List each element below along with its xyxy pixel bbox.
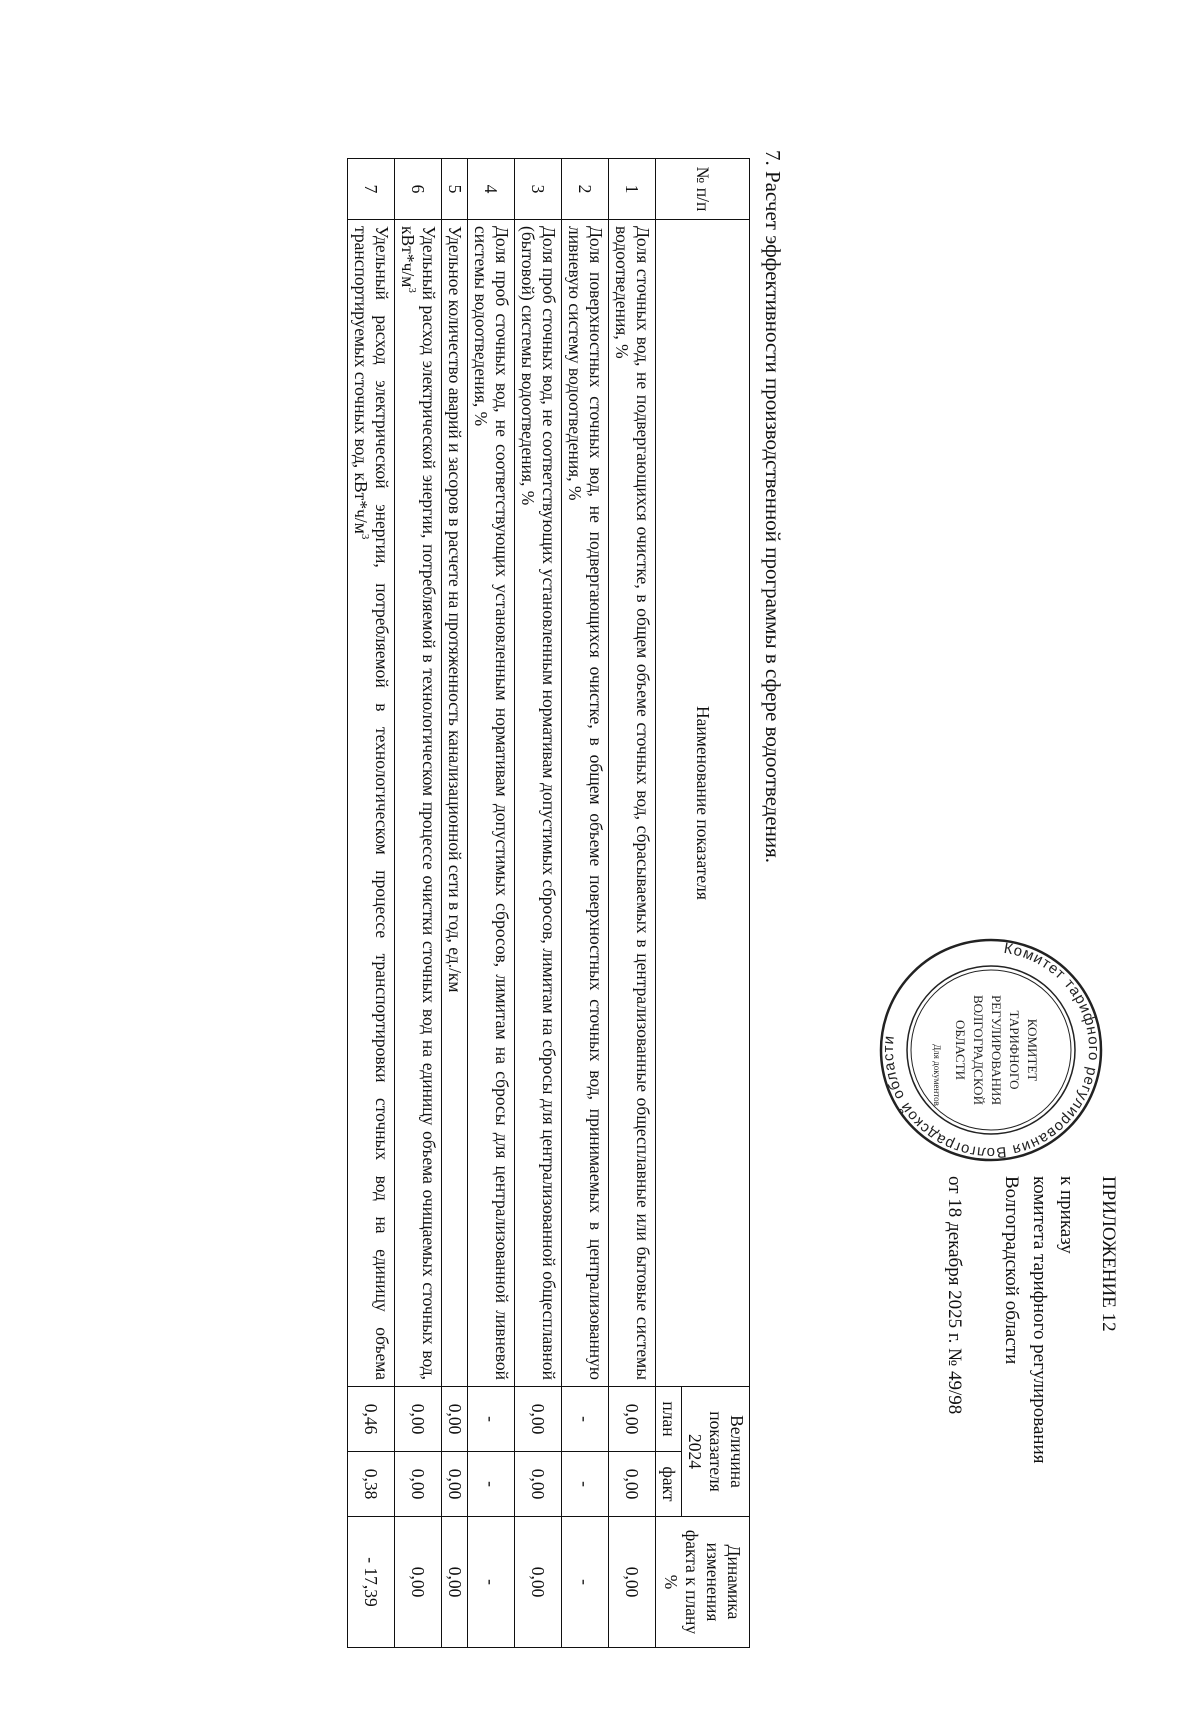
table-header-row [682,159,750,1648]
dynamics-value: - 17,39 [348,1517,395,1648]
dynamics-value: 0,00 [515,1517,562,1648]
table-row [348,159,395,1648]
header-name: Наименование показателя [656,220,750,1387]
dynamics-value: 0,00 [442,1517,468,1648]
unit-superscript: 3 [358,533,371,540]
table-row [515,159,562,1648]
plan-value: - [562,1387,609,1452]
row-number: 6 [395,159,442,220]
indicator-name: Удельное количество аварий и засоров в расчете на протяженность канализационной сети в год, ед./км [442,220,468,1387]
order-line-3: Волгоградской области [1001,1176,1023,1365]
indicator-name [395,220,442,1387]
plan-value: 0,00 [609,1387,656,1452]
indicator-name-text: Удельный расход электрической энергии, потребляемой в технологическом процессе транспортировки сточных вод на единицу объема транспортируемых сточных вод, кВт*ч/м [351,226,392,1380]
official-stamp-seal [876,935,1106,1165]
section-title: 7. Расчет эффективности производственной программы в сфере водоотведения. [761,150,785,864]
fact-value: - [468,1452,515,1517]
row-number: 5 [442,159,468,220]
order-line-2: комитета тарифного регулирования [1028,1176,1050,1464]
dynamics-value: 0,00 [609,1517,656,1648]
stamp-center-line1: КОМИТЕТ [1025,1018,1040,1082]
fact-value: 0,00 [442,1452,468,1517]
row-number: 1 [609,159,656,220]
header-value-group: Величина показателя 2024 [682,1387,750,1517]
fact-value: 0,00 [395,1452,442,1517]
table-row [468,159,515,1648]
dynamics-value: - [468,1517,515,1648]
row-number: 7 [348,159,395,220]
fact-value: 0,00 [609,1452,656,1517]
fact-value: - [562,1452,609,1517]
table-row [562,159,609,1648]
header-num: № п/п [656,159,750,220]
indicator-name: Доля проб сточных вод, не соответствующих установленным нормативам допустимых сбросов, лимитам на сбросы для централизованной ливневой системы водоотведения, % [468,220,515,1387]
row-number: 3 [515,159,562,220]
plan-value: 0,00 [515,1387,562,1452]
stamp-center-line2: ТАРИФНОГО [1007,1010,1022,1090]
plan-value: 0,46 [348,1387,395,1452]
document-header [940,1176,1122,1596]
header-plan: план [656,1387,682,1452]
plan-value: 0,00 [395,1387,442,1452]
plan-value: 0,00 [442,1387,468,1452]
stamp-ring-text: Комитет тарифного регулирования Волгоградской области [879,939,1103,1162]
stamp-center-line5: ОБЛАСТИ [953,1019,968,1081]
dynamics-value: - [562,1517,609,1648]
row-number: 4 [468,159,515,220]
header-dynamics: Динамика изменения факта к плану % [656,1517,750,1648]
fact-value: 0,38 [348,1452,395,1517]
indicator-name: Доля сточных вод, не подвергающихся очистке, в общем объеме сточных вод, сбрасываемых в централизованные общесплавные или бытовые системы водоотведения, % [609,220,656,1387]
order-date: от 18 декабря 2025 г. № 49/98 [943,1176,965,1415]
indicator-name: Доля поверхностных сточных вод, не подвергающихся очистке, в общем объеме поверхностных сточных вод, принимаемых в централизованную ливневую систему водоотведения, % [562,220,609,1387]
indicator-name [348,220,395,1387]
stamp-center-line4: ВОЛГОГРАДСКОЙ [971,995,986,1105]
dynamics-value: 0,00 [395,1517,442,1648]
indicators-table [347,158,750,1648]
table-row [395,159,442,1648]
header-fact: факт [656,1452,682,1517]
table-row [442,159,468,1648]
stamp-center-line3: РЕГУЛИРОВАНИЯ [989,994,1004,1106]
fact-value: 0,00 [515,1452,562,1517]
appendix-number: ПРИЛОЖЕНИЕ 12 [1098,1176,1119,1332]
order-line-1: к приказу [1056,1176,1078,1254]
stamp-bottom-line: Для документов [932,1044,942,1106]
table-row [609,159,656,1648]
indicator-name: Доля проб сточных вод, не соответствующих установленным нормативам допустимых сбросов, лимитам на сбросы для централизованной общесплавной (бытовой) системы водоотведения, % [515,220,562,1387]
plan-value: - [468,1387,515,1452]
row-number: 2 [562,159,609,220]
indicator-name-text: Удельный расход электрической энергии, потребляемой в технологическом процессе очистки сточных вод на единицу объема очищаемых сточных вод, кВт*ч/м [398,226,439,1380]
unit-superscript: 3 [405,287,418,293]
